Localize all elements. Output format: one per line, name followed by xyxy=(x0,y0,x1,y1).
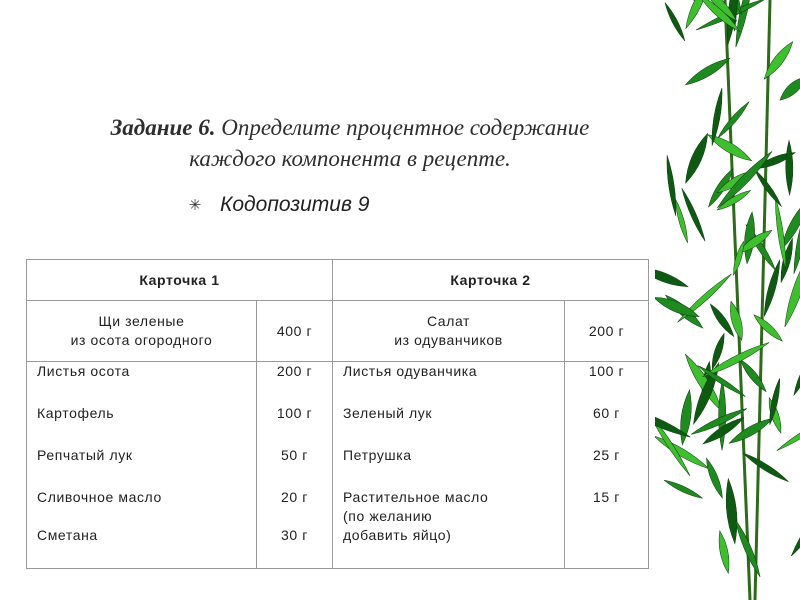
ingredient-name: Сливочное масло xyxy=(37,489,162,505)
card2-dish-amount: 200 г xyxy=(565,301,649,362)
bamboo-leaf xyxy=(663,1,688,42)
ingredient-amount: 50 г xyxy=(281,447,308,463)
ingredient-amount: 20 г xyxy=(281,489,308,505)
ingredient-name: Листья осота xyxy=(37,363,130,379)
card1-ingredient-names xyxy=(27,362,257,569)
bamboo-leaf xyxy=(716,530,732,574)
dish-row xyxy=(27,301,649,362)
ingredient-amount: 100 г xyxy=(588,363,625,379)
bamboo-leaf xyxy=(655,0,697,3)
card1-ingredient-amounts xyxy=(257,362,333,569)
task-title xyxy=(40,112,660,174)
task-text-line1: Определите процентное содержание xyxy=(215,115,590,140)
card1-dish-name xyxy=(27,301,257,362)
card2-dish-name xyxy=(333,301,565,362)
card1-dish-amount: 400 г xyxy=(257,301,333,362)
bullet-item xyxy=(188,193,369,217)
bamboo-leaves-decoration xyxy=(655,0,800,600)
task-text-line2: каждого компонента в рецепте. xyxy=(189,146,511,171)
ingredient-amount: 200 г xyxy=(276,363,313,379)
card1-header: Карточка 1 xyxy=(27,260,333,301)
card2-header: Карточка 2 xyxy=(333,260,649,301)
bamboo-leaf xyxy=(663,478,704,501)
ingredient-name: Листья одуванчика xyxy=(343,363,478,379)
bamboo-leaf xyxy=(655,263,690,291)
ingredient-name: Репчатый лук xyxy=(37,447,133,463)
bamboo-leaf xyxy=(742,451,791,485)
bamboo-leaf xyxy=(683,54,732,88)
ingredient-amount: 25 г xyxy=(593,447,620,463)
card2-dish-name-text: Салат из одуванчиков xyxy=(394,313,503,348)
bamboo-leaf xyxy=(752,168,783,208)
bamboo-leaf xyxy=(703,457,726,500)
ingredient-amount: 30 г xyxy=(281,527,308,543)
ingredient-name: Сметана xyxy=(37,527,98,543)
bamboo-leaf xyxy=(727,415,775,447)
bamboo-leaf xyxy=(678,389,695,445)
bamboo-leaf xyxy=(785,140,793,195)
ingredient-amount: 60 г xyxy=(593,405,620,421)
ingredient-amount: 15 г xyxy=(593,489,620,505)
recipe-cards-table xyxy=(26,259,649,569)
bamboo-leaf xyxy=(777,73,800,104)
bamboo-leaf xyxy=(788,493,800,558)
bamboo-leaf xyxy=(751,312,785,344)
ingredient-amount: 100 г xyxy=(276,405,313,421)
bamboo-leaf xyxy=(761,39,797,82)
card2-ingredient-names xyxy=(333,362,565,569)
ingredient-name: Зеленый лук xyxy=(343,405,433,421)
card1-dish-name-text: Щи зеленые из осота огородного xyxy=(70,313,213,348)
card2-ingredient-amounts xyxy=(565,362,649,569)
asterisk-icon: ✳ xyxy=(188,197,202,214)
ingredient-name: Растительное масло (по желанию добавить яйцо) xyxy=(343,489,489,543)
header-row xyxy=(27,260,649,301)
bamboo-leaf xyxy=(723,478,739,544)
bamboo-leaf xyxy=(676,272,734,325)
ingredients-row xyxy=(27,362,649,569)
bamboo-leaf xyxy=(681,131,712,185)
bamboo-leaf xyxy=(791,356,800,397)
task-label: Задание 6. xyxy=(110,115,216,140)
ingredient-name: Петрушка xyxy=(343,447,412,463)
ingredient-name: Картофель xyxy=(37,405,115,421)
bullet-text: Кодопозитив 9 xyxy=(220,193,370,216)
